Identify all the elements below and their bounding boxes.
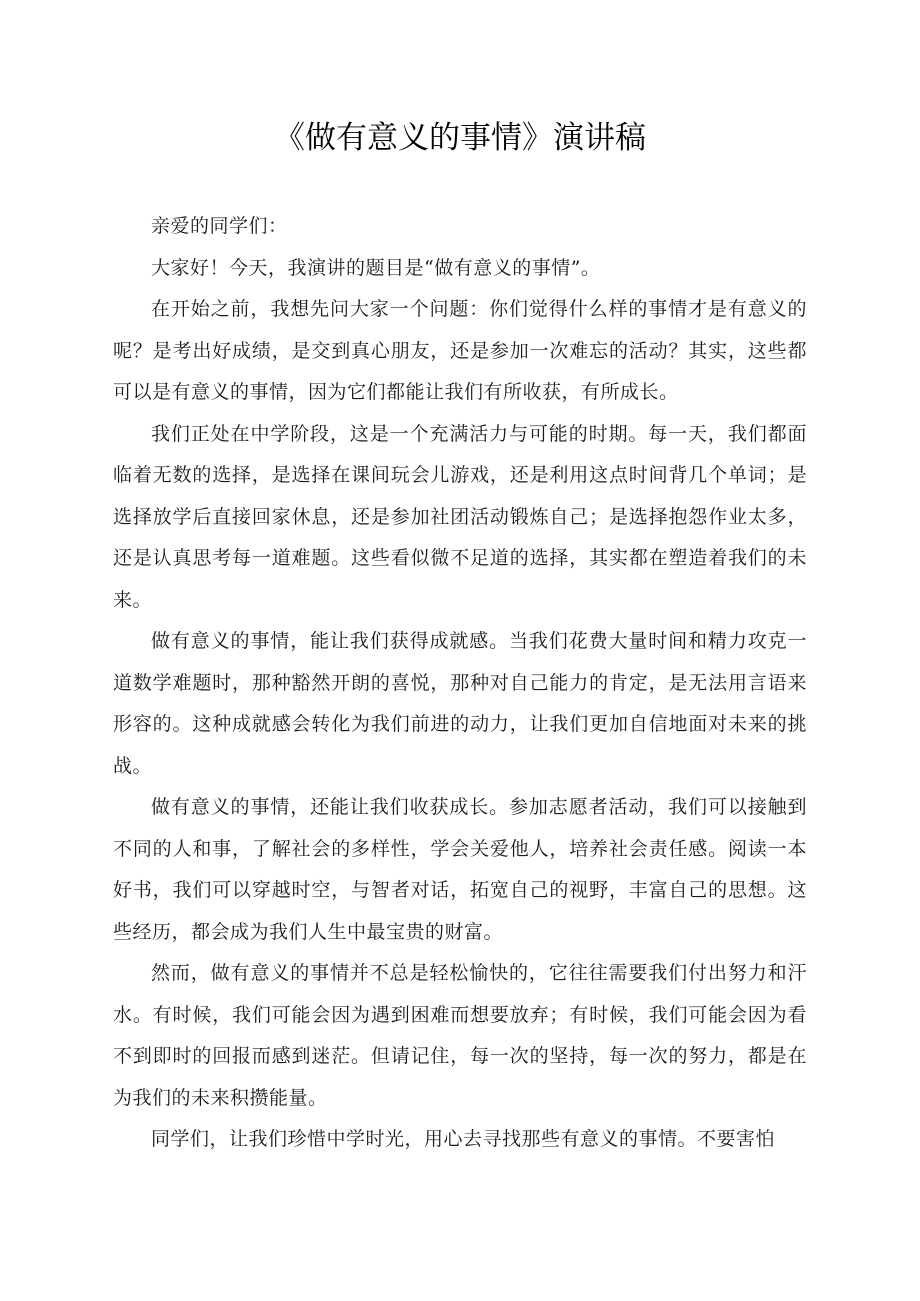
paragraph-achievement: 做有意义的事情，能让我们获得成就感。当我们花费大量时间和精力攻克一道数学难题时，那种豁然开朗的喜悦，那种对自己能力的肯定，是无法用言语来形容的。这种成就感会转化为我们前进的动力，让我们更加自信地面对未来的挑战。	[113, 630, 807, 777]
paragraph-closing: 同学们，让我们珍惜中学时光，用心去寻找那些有意义的事情。不要害怕	[151, 1128, 776, 1150]
paragraph-intro: 大家好！今天，我演讲的题目是“做有意义的事情”。	[151, 256, 601, 279]
document-body	[113, 206, 807, 1161]
paragraph-effort: 然而，做有意义的事情并不总是轻松愉快的，它往往需要我们付出努力和汗水。有时候，我们可能会因为遇到困难而想要放弃；有时候，我们可能会因为看不到即时的回报而感到迷茫。但请记住，每一次的坚持，每一次的努力，都是在为我们的未来积攒能量。	[113, 962, 807, 1109]
paragraph-question: 在开始之前，我想先问大家一个问题：你们觉得什么样的事情才是有意义的呢？是考出好成绩，是交到真心朋友，还是参加一次难忘的活动？其实，这些都可以是有意义的事情，因为它们都能让我们有所收获，有所成长。	[113, 298, 807, 403]
document-title: 《做有意义的事情》演讲稿	[274, 120, 646, 156]
paragraph-growth: 做有意义的事情，还能让我们收获成长。参加志愿者活动，我们可以接触到不同的人和事，了解社会的多样性，学会关爱他人，培养社会责任感。阅读一本好书，我们可以穿越时空，与智者对话，拓宽自己的视野，丰富自己的思想。这些经历，都会成为我们人生中最宝贵的财富。	[113, 796, 807, 943]
paragraph-choices: 我们正处在中学阶段，这是一个充满活力与可能的时期。每一天，我们都面临着无数的选择，是选择在课间玩会儿游戏，还是利用这点时间背几个单词；是选择放学后直接回家休息，还是参加社团活动锻炼自己；是选择抱怨作业太多，还是认真思考每一道难题。这些看似微不足道的选择，其实都在塑造着我们的未来。	[113, 422, 807, 611]
paragraph-greeting: 亲爱的同学们：	[151, 215, 288, 237]
